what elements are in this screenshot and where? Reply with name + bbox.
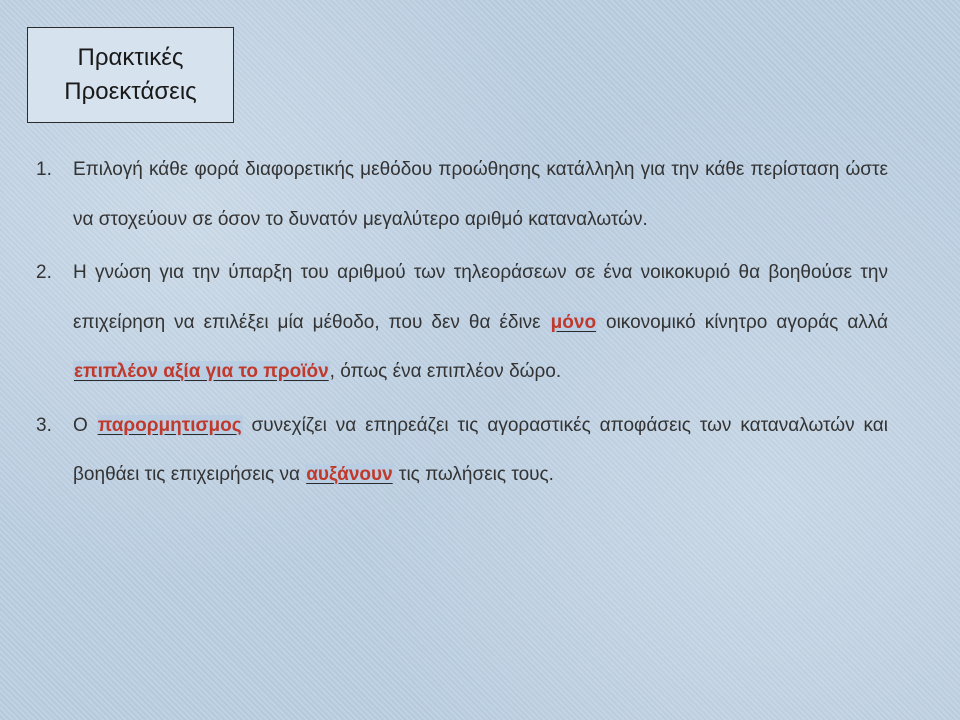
item-text-part-2: συνεχίζει να επηρεάζει τις αγοραστικές αποφάσεις των καταναλωτών και βοηθάει τις επιχειρήσεις να (73, 414, 888, 485)
item-number: 2. (36, 262, 52, 283)
slide-title-box (27, 27, 234, 123)
list-item-2 (36, 248, 888, 397)
item-number: 3. (36, 414, 52, 436)
slide-body (36, 145, 888, 500)
slide-title-line-2: Προεκτάσεις (64, 78, 197, 105)
item-text: Επιλογή κάθε φορά διαφορετικής μεθόδου προώθησης κατάλληλη για την κάθε περίσταση ώστε να στοχεύουν σε όσον το δυνατόν μεγαλύτερο αριθμό καταναλωτών. (73, 159, 888, 230)
item-number: 1. (36, 159, 52, 180)
list-item-3 (36, 401, 888, 500)
highlighted-term-extra-value: επιπλέον αξία για το προϊόν (74, 361, 329, 382)
item-text-part-3: τις πωλήσεις τους. (393, 464, 554, 485)
item-text-part-1: Η γνώση για την ύπαρξη του αριθμού των τηλεοράσεων σε ένα νοικοκυριό θα βοηθούσε την επιχείρηση να επιλέξει μία μέθοδο, που δεν θα έδινε (73, 262, 888, 333)
slide-title-line-1: Πρακτικές (77, 44, 184, 71)
highlighted-term-mono: μόνο (550, 311, 597, 333)
list-item-1 (36, 145, 888, 244)
highlighted-term-impulsiveness: παρορμητισμος (97, 414, 242, 436)
highlighted-term-increase: αυξάνουν (306, 464, 393, 485)
item-text-part-2: οικονομικό κίνητρο αγοράς αλλά (597, 311, 888, 333)
item-text-part-3: , όπως ένα επιπλέον δώρο. (329, 361, 562, 382)
item-text-part-1: Ο (73, 414, 97, 436)
